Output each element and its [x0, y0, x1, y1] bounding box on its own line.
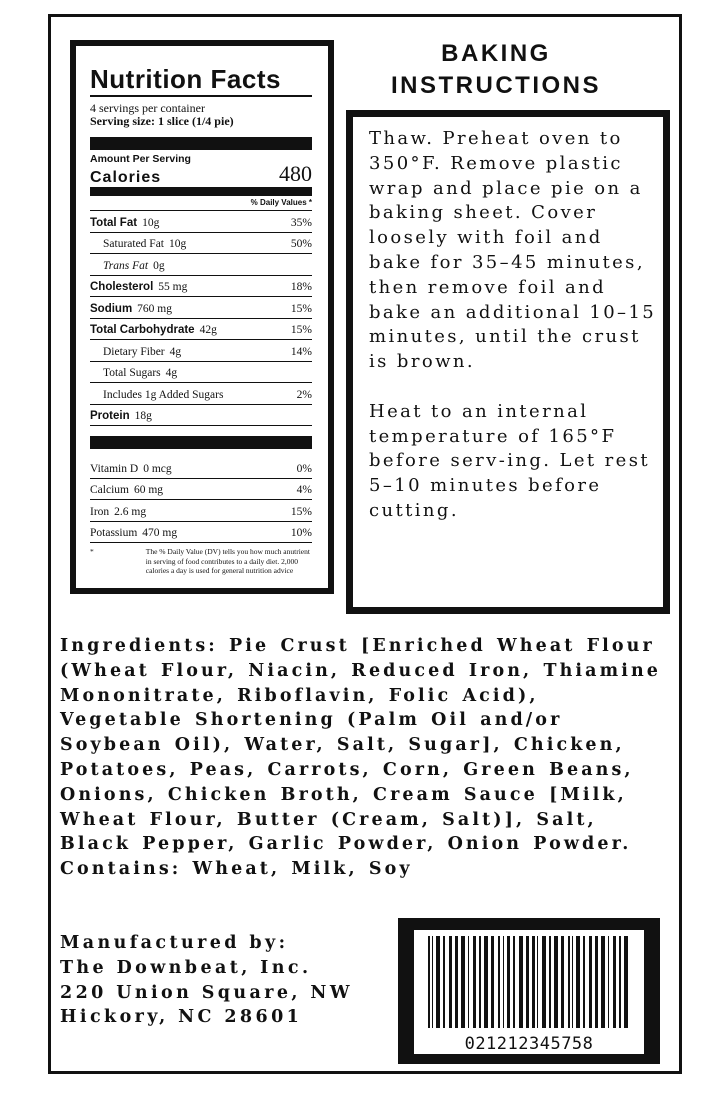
- vitamin-row: [90, 500, 312, 522]
- vitamin-daily-value: 0%: [296, 462, 312, 475]
- nutrient-amount: 0g: [153, 259, 165, 272]
- barcode-bar: [526, 936, 529, 1028]
- barcode-bar: [613, 936, 616, 1028]
- amount-per-serving: Amount Per Serving: [90, 153, 191, 165]
- nutrient-amount: 10g: [169, 238, 187, 250]
- ingredients-block: [60, 634, 670, 882]
- nutrient-rows: [90, 211, 312, 426]
- nutrient-daily-value: 18%: [290, 281, 312, 293]
- nutrient-label: Trans Fat: [103, 259, 149, 272]
- nutrient-label-group: [90, 278, 187, 296]
- baking-instructions-text: [369, 127, 659, 549]
- baking-title-line2: INSTRUCTIONS: [391, 72, 601, 99]
- vitamin-daily-value: 4%: [296, 484, 312, 496]
- calories-row: [90, 161, 312, 187]
- nutrient-row: [90, 362, 312, 384]
- nutrient-daily-value: 35%: [290, 216, 312, 229]
- footnote-text: The % Daily Value (DV) tells you how much anutrient in serving of food contributes to a daily diet. 2,000 calories a day is used for general nutrition advice: [145, 547, 310, 575]
- nutrient-label-group: [90, 364, 177, 382]
- barcode-bar: [461, 936, 465, 1028]
- barcode-bar: [468, 936, 469, 1028]
- vitamin-amount: 2.6 mg: [114, 505, 147, 518]
- barcode-bar: [519, 936, 523, 1028]
- nutrient-amount: 55 mg: [158, 281, 188, 293]
- nutrient-label: Dietary Fiber: [103, 345, 165, 358]
- nutrient-row: [90, 254, 312, 276]
- barcode-bar: [554, 936, 558, 1028]
- barcode-bar: [473, 936, 476, 1028]
- barcode-bar: [455, 936, 458, 1028]
- barcode-bar: [443, 936, 445, 1028]
- calories-value: 480: [279, 161, 312, 186]
- thick-rule: [90, 137, 312, 150]
- thick-rule: [90, 187, 312, 196]
- baking-paragraph-1: Thaw. Preheat oven to 350°F. Remove plastic wrap and place pie on a baking sheet. Cover loosely with foil and bake for 35–45 minutes, then remove foil and bake an additional 10–15 minutes, until the crust is brown.: [369, 128, 657, 373]
- barcode-panel: [414, 930, 644, 1054]
- barcode-bar: [619, 936, 621, 1028]
- barcode-number: 021212345758: [464, 1034, 594, 1054]
- nutrient-daily-value: 50%: [290, 238, 312, 250]
- nutrient-label-group: [90, 214, 159, 232]
- allergens-text: Contains: Wheat, Milk, Soy: [60, 859, 413, 880]
- vitamin-label-group: [90, 460, 172, 478]
- barcode-bar: [513, 936, 515, 1028]
- nutrient-label-group: [90, 407, 152, 425]
- barcode-bar: [549, 936, 551, 1028]
- manufacturer-line-4: Hickory, NC 28601: [60, 1007, 303, 1028]
- barcode-bar: [537, 936, 538, 1028]
- nutrient-amount: 4g: [165, 367, 178, 379]
- nutrient-row: [90, 383, 312, 405]
- barcode-bar: [428, 936, 430, 1028]
- nutrient-daily-value: 2%: [296, 388, 312, 401]
- nutrient-label-group: [90, 235, 186, 253]
- vitamin-rows: [90, 457, 312, 543]
- nutrient-row: [90, 340, 312, 362]
- footnote: [90, 547, 312, 576]
- nutrient-label: Saturated Fat: [103, 238, 164, 250]
- nutrient-amount: 4g: [169, 345, 182, 358]
- calories-label: Calories: [90, 169, 162, 186]
- barcode-bar: [561, 936, 564, 1028]
- vitamin-amount: 470 mg: [142, 527, 178, 539]
- ingredients-text: Ingredients: Pie Crust [Enriched Wheat Flour (Wheat Flour, Niacin, Reduced Iron, Thiamine Mononitrate, Riboflavin, Folic Acid), Vegetable Shortening (Palm Oil and/or Soybean Oil), Water, Salt, Sugar], Chicken, Potatoes, Peas, Carrots, Corn, Green Beans, Onions, Chicken Broth, Cream Sauce [Milk, Wheat Flour, Butter (Cream, Salt)], Salt, Black Pepper, Garlic Powder, Onion Powder.: [60, 636, 661, 855]
- manufacturer-block: [60, 931, 390, 1030]
- barcode-bar: [498, 936, 500, 1028]
- barcode-bar: [484, 936, 488, 1028]
- nutrient-row: [90, 211, 312, 233]
- barcode-bar: [589, 936, 592, 1028]
- barcode-bar: [479, 936, 481, 1028]
- nutrient-label-group: [90, 257, 165, 275]
- vitamin-amount: 60 mg: [133, 484, 164, 496]
- barcode-bar: [449, 936, 452, 1028]
- barcode: [398, 918, 660, 1064]
- barcode-bar: [601, 936, 605, 1028]
- nutrient-daily-value: 15%: [290, 302, 312, 315]
- barcode-bar: [532, 936, 535, 1028]
- nutrient-label: Total Sugars: [103, 367, 161, 379]
- nutrient-amount: 10g: [142, 216, 160, 229]
- vitamin-amount: 0 mcg: [143, 462, 172, 475]
- baking-title: [372, 38, 620, 102]
- nutrient-label: Includes 1g Added Sugars: [103, 388, 224, 401]
- nutrient-label: Total Fat: [90, 216, 138, 229]
- nutrient-daily-value: 14%: [290, 345, 312, 358]
- nutrient-row: [90, 276, 312, 298]
- vitamin-label: Potassium: [90, 527, 138, 539]
- manufacturer-line-3: 220 Union Square, NW: [60, 982, 353, 1003]
- nutrient-amount: 18g: [134, 410, 152, 422]
- barcode-bar: [576, 936, 580, 1028]
- nutrition-title: Nutrition Facts: [90, 64, 281, 94]
- barcode-bar: [436, 936, 440, 1028]
- serving-size: Serving size: 1 slice (1/4 pie): [90, 114, 234, 128]
- nutrient-label-group: [90, 386, 228, 404]
- nutrient-label: Cholesterol: [90, 281, 154, 293]
- nutrient-label: Protein: [90, 410, 130, 422]
- barcode-bar: [568, 936, 570, 1028]
- vitamin-label: Calcium: [90, 484, 129, 496]
- nutrient-label: Total Carbohydrate: [90, 324, 195, 336]
- vitamin-daily-value: 10%: [290, 527, 312, 539]
- servings-per-container: 4 servings per container: [90, 101, 205, 115]
- barcode-bars: [414, 930, 644, 1034]
- vitamin-row: [90, 457, 312, 479]
- vitamin-row: [90, 522, 312, 544]
- barcode-bar: [595, 936, 598, 1028]
- vitamin-label-group: [90, 481, 163, 499]
- barcode-bar: [583, 936, 585, 1028]
- nutrient-row: [90, 297, 312, 319]
- nutrient-label: Sodium: [90, 302, 133, 315]
- vitamin-label: Vitamin D: [90, 462, 139, 475]
- baking-title-line1: BAKING: [441, 40, 551, 67]
- vitamin-label-group: [90, 524, 177, 542]
- barcode-bar: [432, 936, 433, 1028]
- barcode-bar: [542, 936, 546, 1028]
- thick-rule: [90, 436, 312, 449]
- daily-value-header: % Daily Values *: [90, 196, 312, 211]
- vitamin-label-group: [90, 503, 146, 521]
- barcode-bar: [507, 936, 510, 1028]
- nutrient-row: [90, 319, 312, 341]
- nutrient-row: [90, 233, 312, 255]
- barcode-bar: [503, 936, 504, 1028]
- vitamin-daily-value: 15%: [290, 505, 312, 518]
- barcode-bar: [624, 936, 628, 1028]
- nutrient-row: [90, 405, 312, 427]
- nutrient-amount: 42g: [199, 324, 217, 336]
- vitamin-row: [90, 479, 312, 501]
- barcode-bar: [572, 936, 573, 1028]
- nutrient-amount: 760 mg: [137, 302, 172, 315]
- nutrient-label-group: [90, 321, 217, 339]
- manufacturer-line-2: The Downbeat, Inc.: [60, 957, 312, 978]
- footnote-star: *: [90, 547, 94, 556]
- nutrient-daily-value: 15%: [290, 324, 312, 336]
- vitamin-label: Iron: [90, 505, 110, 518]
- barcode-bar: [608, 936, 609, 1028]
- baking-paragraph-2: Heat to an internal temperature of 165°F before serv-ing. Let rest 5–10 minutes before cutting.: [369, 400, 651, 521]
- nutrition-facts-panel: [70, 40, 334, 594]
- nutrient-label-group: [90, 300, 172, 318]
- manufacturer-line-1: Manufactured by:: [60, 933, 289, 953]
- baking-instructions-box: [346, 110, 670, 614]
- barcode-bar: [491, 936, 494, 1028]
- nutrient-label-group: [90, 343, 181, 361]
